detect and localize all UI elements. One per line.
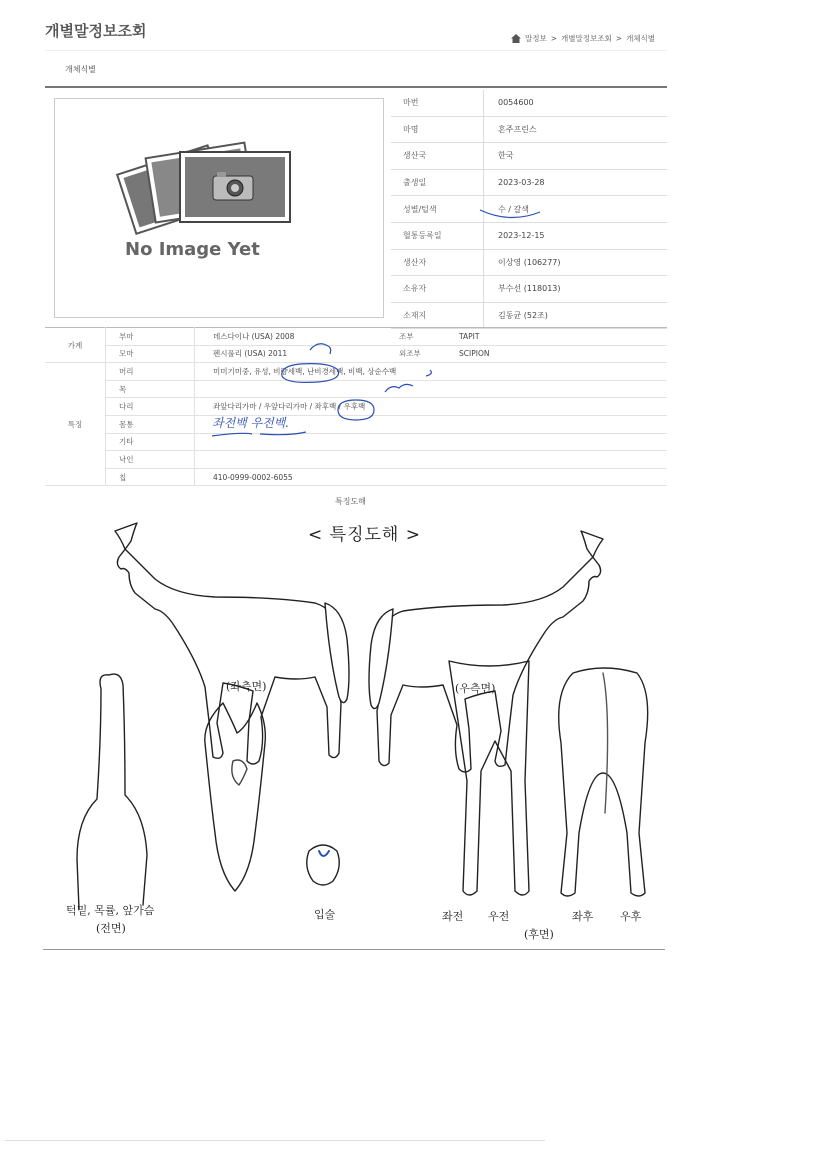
info-label: 성별/털색 (391, 196, 484, 223)
left-side-horse-tail (325, 603, 349, 703)
pen-underline (478, 200, 548, 222)
feature-label: 다리 (106, 398, 195, 416)
dam-value: 펜시풀리 (USA) 2011 (195, 345, 394, 363)
left-side-horse (115, 523, 341, 764)
feature-label: 기타 (106, 433, 195, 451)
breadcrumb-item-current: 개체식별 (626, 34, 656, 43)
horse-photo-placeholder (54, 98, 384, 318)
feature-label: 칩 (106, 468, 195, 486)
info-value: 수 / 갈색 (484, 196, 668, 223)
info-label: 마명 (391, 116, 484, 143)
info-label: 출생일 (391, 169, 484, 196)
diagram-caption: 특징도해 (335, 497, 366, 506)
info-label: 소재지 (391, 302, 484, 329)
handwritten-note: 좌전백 우전백. (212, 416, 290, 430)
right-fore-label: 우전 (488, 910, 510, 923)
feature-value: 410-0999-0002-6055 (195, 468, 668, 486)
hind-tail (603, 673, 608, 813)
info-label: 소유자 (391, 276, 484, 303)
info-label: 생산국 (391, 143, 484, 170)
breadcrumb-item[interactable]: 말정보 (525, 34, 547, 43)
lips-label: 입술 (314, 908, 336, 921)
breadcrumb-separator: > (615, 34, 623, 43)
page-title: 개별말정보조회 (45, 22, 147, 40)
right-side-horse-tail (369, 609, 393, 709)
info-label: 혈통등록일 (391, 222, 484, 249)
feature-label: 몸통 (106, 415, 195, 433)
grandsire-value: TAPIT (459, 328, 667, 346)
info-value: 부수선 (118013) (484, 276, 668, 303)
tab-identification[interactable]: 개체식별 (65, 65, 96, 74)
breadcrumb (511, 33, 656, 44)
dam-label: 모마 (106, 345, 195, 363)
feature-label: 목 (106, 380, 195, 398)
info-value: 2023-12-15 (484, 222, 668, 249)
photo-stack-icon (95, 124, 325, 244)
pedigree-group-label: 가계 (45, 328, 106, 363)
hind-rear-view (559, 668, 648, 896)
front-sub-label: (전면) (96, 922, 126, 935)
right-side-label: (우측면) (455, 682, 496, 695)
left-fore-label: 좌전 (442, 910, 464, 923)
divider (5, 1140, 545, 1141)
feature-label: 머리 (106, 363, 195, 381)
left-side-label: (좌측면) (226, 680, 267, 693)
info-value: 2023-03-28 (484, 169, 668, 196)
grandsire-label: 조부 (393, 328, 459, 346)
front-view-horse (77, 674, 147, 909)
info-value: 혼주프린스 (484, 116, 668, 143)
right-side-horse (377, 531, 603, 772)
feature-value: 좌앞다리가마 / 우앞다리가마 / 좌후백 / 우후백 (195, 398, 668, 416)
feature-value: 미미기미중, 유성, 비량세백, 난비경세백, 비백, 상순수백 (195, 363, 668, 381)
right-hind-label: 우후 (620, 910, 642, 923)
head-blaze (232, 760, 247, 785)
info-value: 이상영 (106277) (484, 249, 668, 276)
dam-sire-label: 외조부 (393, 345, 459, 363)
left-hind-label: 좌후 (572, 910, 594, 923)
front-label: 턱밑, 목률, 앞가슴 (66, 904, 155, 917)
no-image-text: No Image Yet (125, 239, 260, 260)
info-label: 마번 (391, 90, 484, 116)
breadcrumb-separator: > (550, 34, 558, 43)
divider (45, 50, 667, 51)
dam-sire-value: SCIPION (459, 345, 667, 363)
sire-label: 부마 (106, 328, 195, 346)
info-value: 한국 (484, 143, 668, 170)
horse-diagram-drawing (43, 511, 665, 949)
sire-value: 데스다이나 (USA) 2008 (195, 328, 394, 346)
divider (45, 86, 667, 88)
info-value: 0054600 (484, 90, 668, 116)
breadcrumb-item[interactable]: 개별말정보조회 (561, 34, 612, 43)
forelegs-rear-view (449, 661, 529, 895)
home-icon[interactable] (511, 34, 521, 43)
diagram-title: < 특징도해 > (308, 525, 421, 545)
feature-value (195, 451, 668, 469)
lips-view (307, 845, 340, 885)
features-group-label: 특징 (45, 363, 106, 486)
info-label: 생산자 (391, 249, 484, 276)
feature-label: 낙인 (106, 451, 195, 469)
info-value: 김동균 (52조) (484, 302, 668, 329)
head-front-view (205, 703, 266, 891)
rear-label: (후면) (524, 928, 554, 941)
